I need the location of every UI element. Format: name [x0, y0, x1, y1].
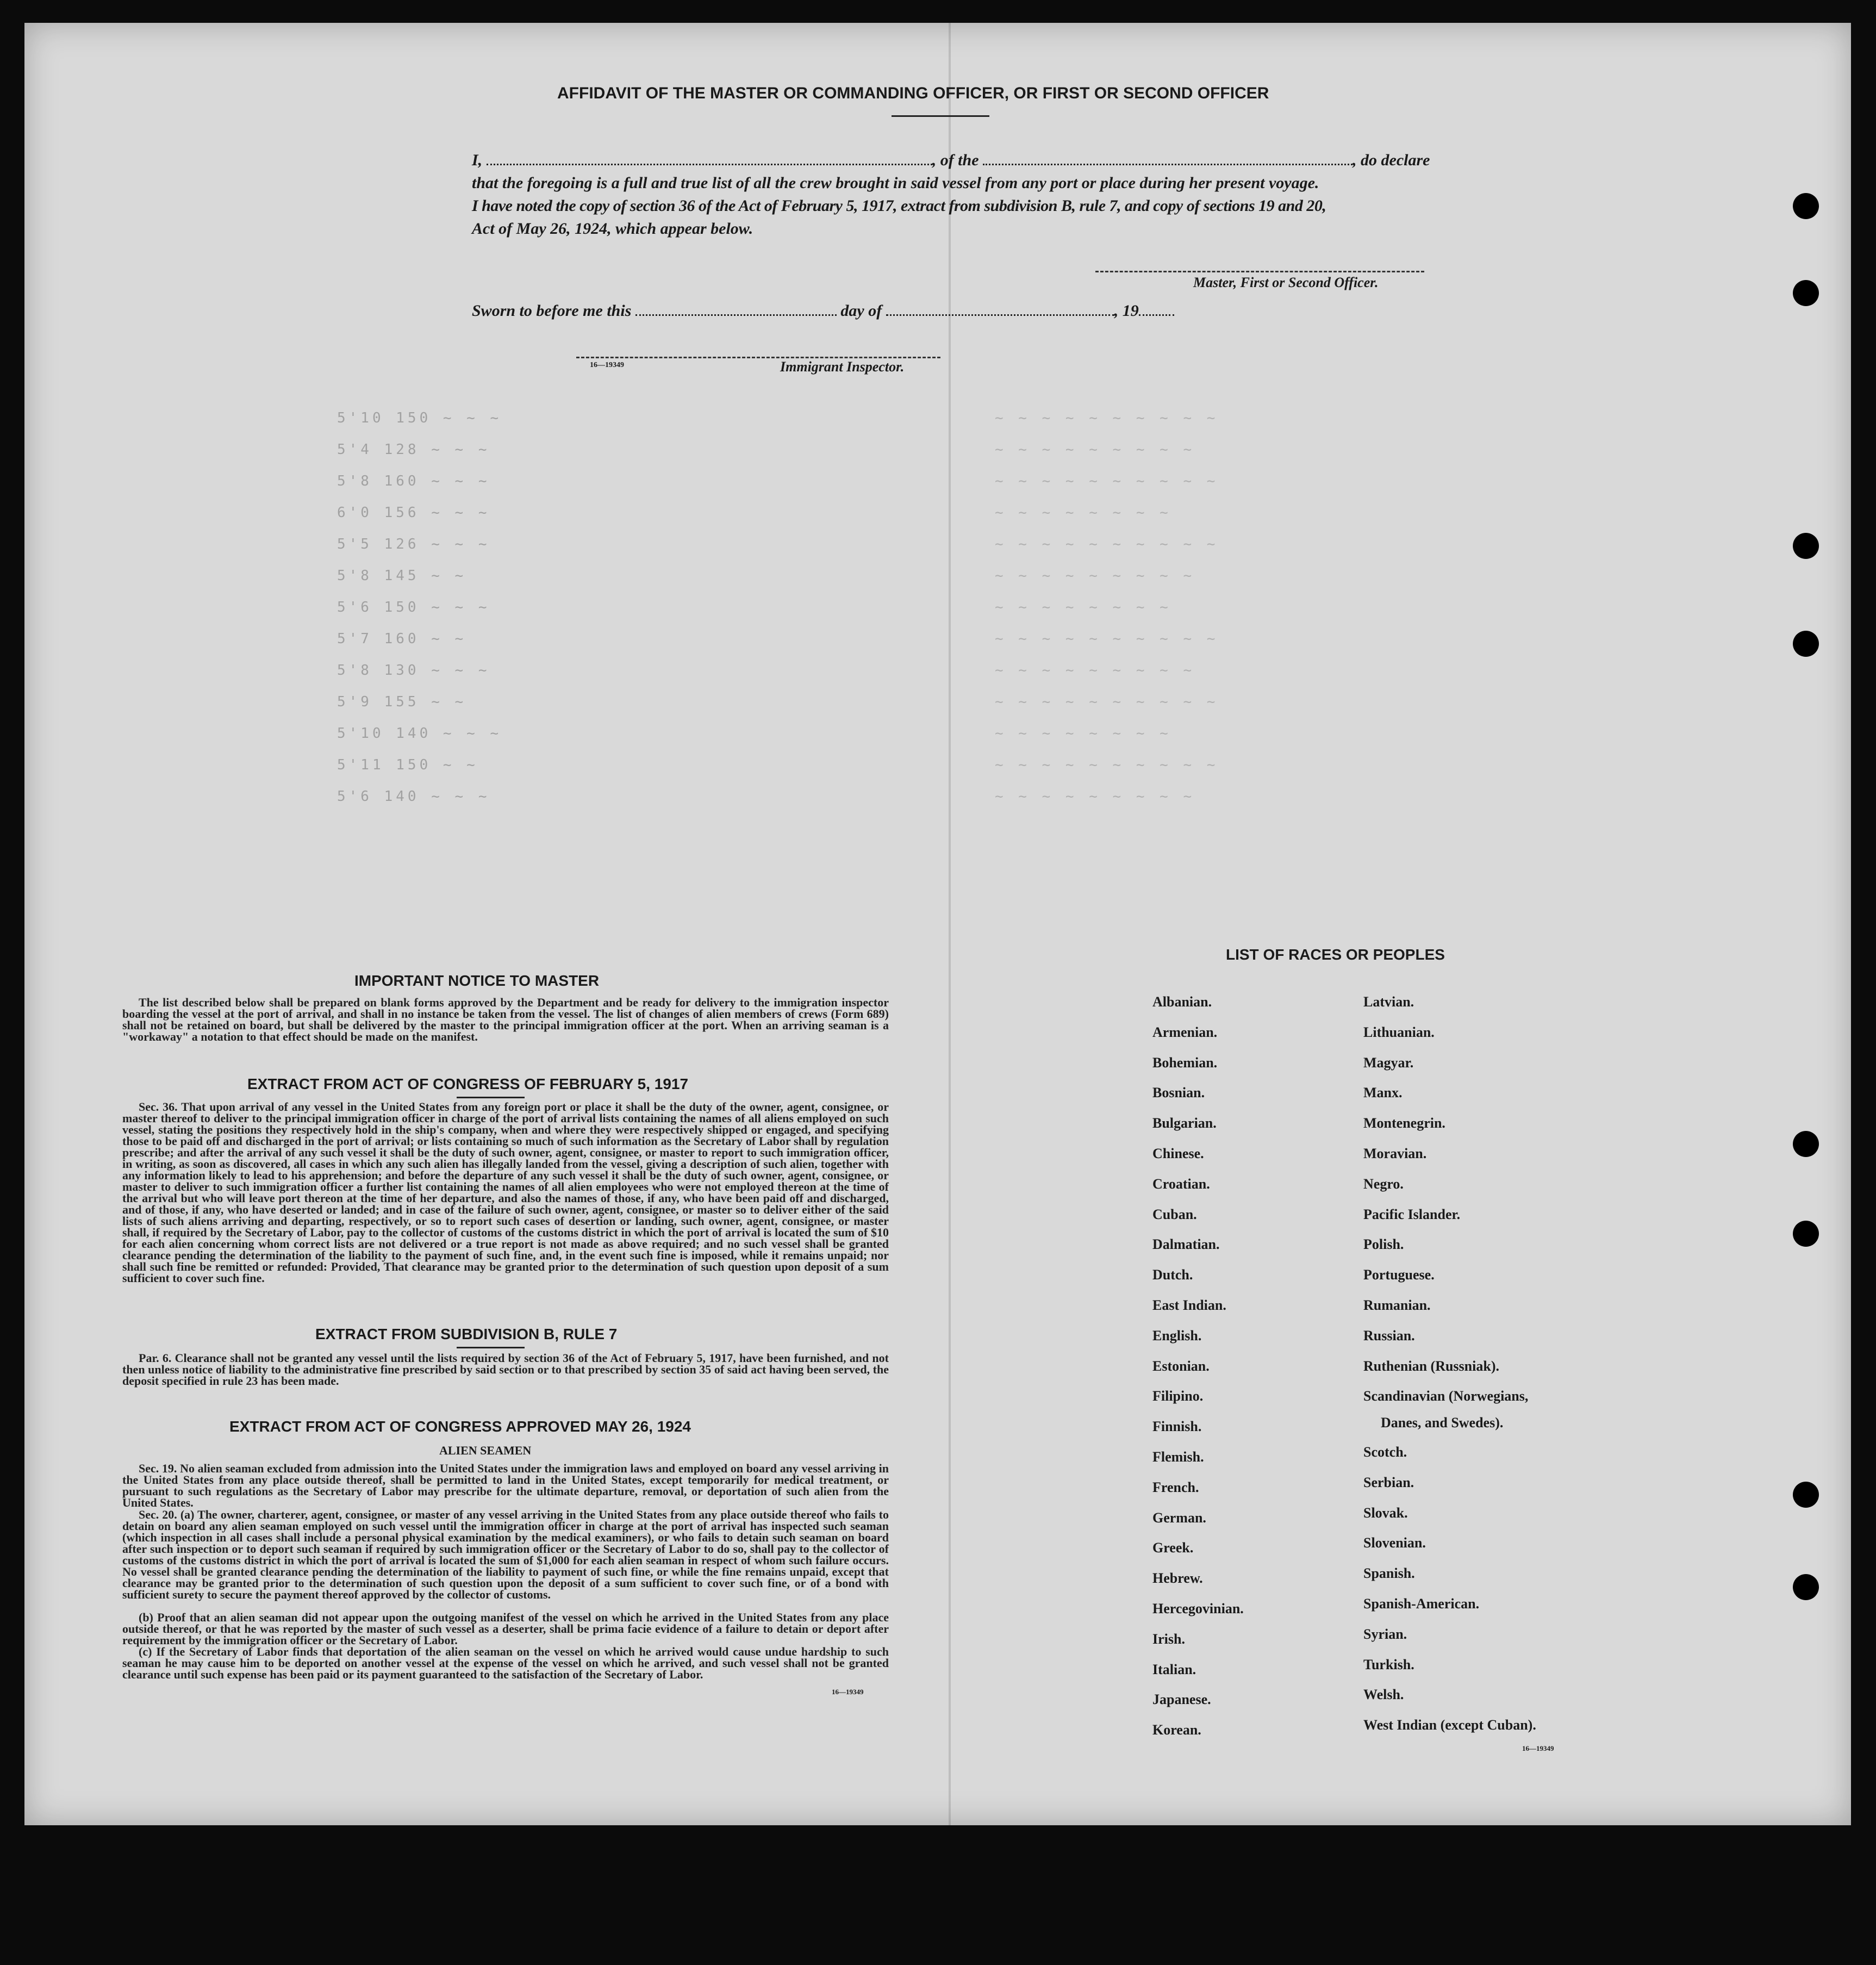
rule-7-rule — [457, 1347, 525, 1348]
affidavit-line1 — [472, 151, 1430, 170]
notice-text: The list described below shall be prepared on blank forms approved by the Department and be ready for delivery to the immigration inspector boarding the vessel at the port of arrival, and shall in no instance be taken from the vessel. The list of changes of alien members of crews (Form 689) shall not be retained on board, but shall be delivered by the master to the principal immigration officer at the port. When an arriving seaman is a "workaway" a notation to that effect should be made on the manifest. — [122, 996, 889, 1043]
sec-20a-text: Sec. 20. (a) The owner, charterer, agent, consignee, or master of any vessel arriving in the United States from any place outside thereof who fails to detain on board any alien seaman employed on such vessel until the immigration officer in charge at the port of arrival has inspected such seaman (which inspection in all cases shall include a personal physical examination by the medical examiners), or who fails to detain such seaman on board after such inspection or to deport such seaman if required by such immigration officer or the Secretary of Labor to do so, shall pay to the collector of customs of the customs district in which the port of arrival is located the sum of $1,000 for each alien seaman in respect of whom such failure occurs. No vessel shall be granted clearance pending the determination of the liability to payment of such fine, or while the fine remains unpaid, except that clearance may be granted prior to the determination of such question upon the deposit of a sum sufficient to cover such fine, or of a bond with sufficient surety to secure the payment thereof approved by the collector of customs. — [122, 1508, 889, 1601]
sworn-year-field[interactable] — [1139, 314, 1174, 316]
sworn-day-field[interactable] — [635, 314, 837, 316]
master-signature-label: Master, First or Second Officer. — [1193, 275, 1379, 290]
race-item: Ruthenian (Russniak). — [1363, 1358, 1499, 1374]
race-item: Slovak. — [1363, 1504, 1408, 1521]
punch-hole — [1793, 280, 1819, 306]
punch-hole — [1793, 1221, 1819, 1247]
day-of-label: day of — [840, 302, 882, 320]
punch-hole — [1793, 1574, 1819, 1600]
race-item: Portuguese. — [1363, 1267, 1435, 1283]
extract-1917-title: EXTRACT FROM ACT OF CONGRESS OF FEBRUARY 5, 1917 — [247, 1075, 689, 1092]
bleed-through-marks: 5'10 150 ~ ~ ~ 5'4 128 ~ ~ ~ 5'8 160 ~ ~ ~ 6'0 156 ~ ~ ~ 5'5 126 ~ ~ ~ 5'8 145 ~ ~ 5'6 150 ~ ~ ~ 5'7 160 ~ ~ 5'8 130 ~ ~ ~ 5'9 155 ~ ~ 5'10 140 ~ ~ ~ 5'11 150 ~ ~ 5'6 140 ~ ~ ~ — [337, 410, 502, 805]
master-signature-line[interactable] — [1095, 271, 1424, 272]
of-the-label: , of the — [932, 151, 979, 169]
race-item: Hebrew. — [1152, 1570, 1203, 1587]
do-declare-label: , do declare — [1353, 151, 1430, 169]
vessel-field[interactable] — [983, 164, 1353, 165]
race-item: Spanish-American. — [1363, 1596, 1480, 1612]
race-item: Serbian. — [1363, 1474, 1414, 1490]
affidavit-line3: I have noted the copy of section 36 of the Act of February 5, 1917, extract from subdivision B, rule 7, and copy of sections 19 and 20, — [472, 197, 1326, 215]
race-item: English. — [1152, 1327, 1202, 1344]
race-item: Rumanian. — [1363, 1297, 1431, 1313]
sec-20c-text: (c) If the Secretary of Labor finds that deportation of the alien seaman on the vessel on which he arrived would cause undue hardship to such seaman he may cause him to be deported on another vessel at the expense of the vessel on which he arrived, and such vessel shall not be granted clearance until such expense has been paid or its payment guaranteed to the satisfaction of the Secretary of Labor. — [122, 1645, 889, 1681]
sec-36-label: Sec. 36. — [139, 1100, 178, 1114]
rule-7-text: Par. 6. Clearance shall not be granted any vessel until the lists required by section 36 of the Act of February 5, 1917, have been furnished, and not then unless notice of liability to the administrative fine prescribed by said section or to that prescribed by section 35 of said act having been served, the deposit specified in rule 23 has been made. — [122, 1351, 889, 1388]
i-label: I, — [472, 151, 483, 169]
form-number-top: 16—19349 — [590, 361, 624, 369]
name-field[interactable] — [487, 164, 932, 165]
race-item: Slovenian. — [1363, 1535, 1426, 1551]
race-item: Japanese. — [1152, 1692, 1211, 1708]
race-item: Italian. — [1152, 1661, 1196, 1677]
race-item: Dalmatian. — [1152, 1236, 1220, 1253]
race-item: Moravian. — [1363, 1146, 1427, 1161]
year-prefix: , 19 — [1114, 302, 1139, 320]
race-item: Estonian. — [1152, 1358, 1210, 1374]
form-number-left: 16—19349 — [832, 1688, 864, 1696]
race-item: Negro. — [1363, 1176, 1404, 1192]
race-item: Bosnian. — [1152, 1085, 1205, 1101]
punch-hole — [1793, 1482, 1819, 1508]
alien-seamen-subtitle: ALIEN SEAMEN — [439, 1444, 532, 1457]
race-item: Croatian. — [1152, 1176, 1210, 1192]
race-item: Russian. — [1363, 1327, 1415, 1344]
race-item: Scotch. — [1363, 1444, 1407, 1460]
race-item-scandinavian-cont: Danes, and Swedes). — [1381, 1415, 1504, 1431]
race-item: Latvian. — [1363, 994, 1414, 1010]
sworn-label: Sworn to before me this — [472, 302, 632, 320]
extract-1924-title: EXTRACT FROM ACT OF CONGRESS APPROVED MAY 26, 1924 — [229, 1418, 691, 1435]
inspector-signature-line[interactable] — [576, 357, 940, 358]
race-item: East Indian. — [1152, 1297, 1226, 1313]
race-item: German. — [1152, 1509, 1206, 1526]
race-item: Greek. — [1152, 1540, 1194, 1556]
race-item: Cuban. — [1152, 1206, 1197, 1222]
race-item: Polish. — [1363, 1236, 1404, 1253]
inspector-label: Immigrant Inspector. — [780, 359, 905, 375]
race-item: Spanish. — [1363, 1565, 1415, 1582]
race-item: Scandinavian (Norwegians, — [1363, 1388, 1529, 1404]
race-item: Armenian. — [1152, 1024, 1218, 1040]
sworn-month-field[interactable] — [886, 314, 1114, 316]
extract-1917-rule — [457, 1097, 525, 1098]
race-item: Manx. — [1363, 1085, 1403, 1101]
race-item: Korean. — [1152, 1722, 1201, 1738]
race-item: French. — [1152, 1479, 1199, 1495]
affidavit-title: AFFIDAVIT OF THE MASTER OR COMMANDING OFFICER, OR FIRST OR SECOND OFFICER — [557, 84, 1269, 102]
sworn-line — [472, 302, 1174, 320]
race-item: Dutch. — [1152, 1267, 1193, 1283]
race-item: Filipino. — [1152, 1388, 1204, 1404]
race-item: Hercegovinian. — [1152, 1601, 1244, 1616]
race-item: West Indian (except Cuban). — [1363, 1717, 1536, 1733]
affidavit-line4: Act of May 26, 1924, which appear below. — [472, 220, 753, 238]
race-item: Chinese. — [1152, 1146, 1204, 1161]
race-item: Lithuanian. — [1363, 1024, 1435, 1040]
center-fold — [949, 23, 951, 1825]
extract-1917-text — [122, 1101, 889, 1284]
affidavit-line2: that the foregoing is a full and true list of all the crew brought in said vessel from any port or place during her present voyage. — [472, 174, 1319, 192]
race-item: Bulgarian. — [1152, 1115, 1217, 1131]
notice-title: IMPORTANT NOTICE TO MASTER — [354, 972, 600, 989]
race-item: Albanian. — [1152, 994, 1212, 1010]
form-number-right: 16—19349 — [1522, 1744, 1554, 1752]
bleed-through-marks: ~ ~ ~ ~ ~ ~ ~ ~ ~ ~ ~ ~ ~ ~ ~ ~ ~ ~ ~ ~ ~ ~ ~ ~ ~ ~ ~ ~ ~ ~ ~ ~ ~ ~ ~ ~ ~ ~ ~ ~ ~ ~ ~ ~ ~ ~ ~ ~ ~ ~ ~ ~ ~ ~ ~ ~ ~ ~ ~ ~ ~ ~ ~ ~ ~ ~ ~ ~ ~ ~ ~ ~ ~ ~ ~ ~ ~ ~ ~ ~ ~ ~ ~ ~ ~ ~ ~ ~ ~ ~ ~ ~ ~ ~ ~ ~ ~ ~ ~ ~ ~ ~ ~ ~ ~ ~ ~ ~ ~ ~ ~ ~ ~ ~ ~ ~ ~ ~ ~ ~ — [995, 410, 1219, 805]
sec-36-body: That upon arrival of any vessel in the United States from any foreign port or place it shall be the duty of the owner, agent, consignee, or master thereof to deliver to the principal immigration officer in charge of the port of arrival lists containing the names of all aliens employed on such vessel, stating the positions they respectively hold in the ship's company, when and where they were respectively shipped or engaged, and specifying those to be paid off and discharged in the port of arrival; or lists containing so much of such information as the Secretary of Labor shall by regulation prescribe; and after the arrival of any such vessel it shall be the duty of such owner, agent, consignee, or master to report to such immigration officer, in writing, as soon as discovered, all cases in which any such alien has illegally landed from the vessel, giving a description of such alien, together with any information likely to lead to his apprehension; and before the departure of any such vessel it shall be the duty of such owner, agent, consignee, or master to deliver to such immigration officer a further list containing the names of all alien employees who were not employed thereon at the time of the arrival but who will leave port thereon at the time of her departure, and also the names of those, if any, who have been paid off and discharged, and of those, if any, who have deserted or landed; and in case of the failure of such owner, agent, consignee, or master so to deliver either of the said lists of such aliens arriving and departing, respectively, or so to report such cases of desertion or landing, such owner, agent, consignee, or master shall, if required by the Secretary of Labor, pay to the collector of customs of the customs district in which the port of arrival is located the sum of $10 for each alien concerning whom correct lists are not delivered or a true report is not made as above required; and no such vessel shall be granted clearance pending the determination of the liability to the payment of such fine, and, in the event such fine is imposed, while it remains unpaid; nor shall such fine be remitted or refunded: Provided, That clearance may be granted prior to the determination of such question upon deposit of a sum sufficient to cover such fine. — [122, 1100, 889, 1285]
race-item: Turkish. — [1363, 1656, 1414, 1672]
title-rule — [892, 115, 989, 117]
race-item: Welsh. — [1363, 1687, 1404, 1703]
sec-19-text: Sec. 19. No alien seaman excluded from admission into the United States under the immigration laws and employed on board any vessel arriving in the United States from any place outside thereof, shall be permitted to land in the United States, except temporarily for medical treatment, or pursuant to such regulations as the Secretary of Labor may prescribe for the ultimate departure, removal, or deportation of such alien from the United States. — [122, 1462, 889, 1509]
punch-hole — [1793, 631, 1819, 657]
sec-20b-text: (b) Proof that an alien seaman did not appear upon the outgoing manifest of the vessel on which he arrived in the United States from any place outside thereof, or that he was reported by the master of such vessel as a deserter, shall be prima facie evidence of a failure to detain or deport after requirement by the immigration officer or the Secretary of Labor. — [122, 1610, 889, 1647]
race-item: Syrian. — [1363, 1626, 1407, 1642]
punch-hole — [1793, 1131, 1819, 1157]
race-item: Finnish. — [1152, 1419, 1202, 1435]
race-item: Flemish. — [1152, 1449, 1204, 1465]
race-item: Magyar. — [1363, 1054, 1414, 1071]
punch-hole — [1793, 533, 1819, 559]
punch-hole — [1793, 193, 1819, 219]
race-item: Montenegrin. — [1363, 1115, 1445, 1131]
race-item: Bohemian. — [1152, 1054, 1218, 1071]
races-title: LIST OF RACES OR PEOPLES — [1226, 946, 1445, 963]
rule-7-title: EXTRACT FROM SUBDIVISION B, RULE 7 — [315, 1326, 618, 1342]
race-item: Pacific Islander. — [1363, 1206, 1461, 1222]
race-item: Irish. — [1152, 1631, 1185, 1647]
